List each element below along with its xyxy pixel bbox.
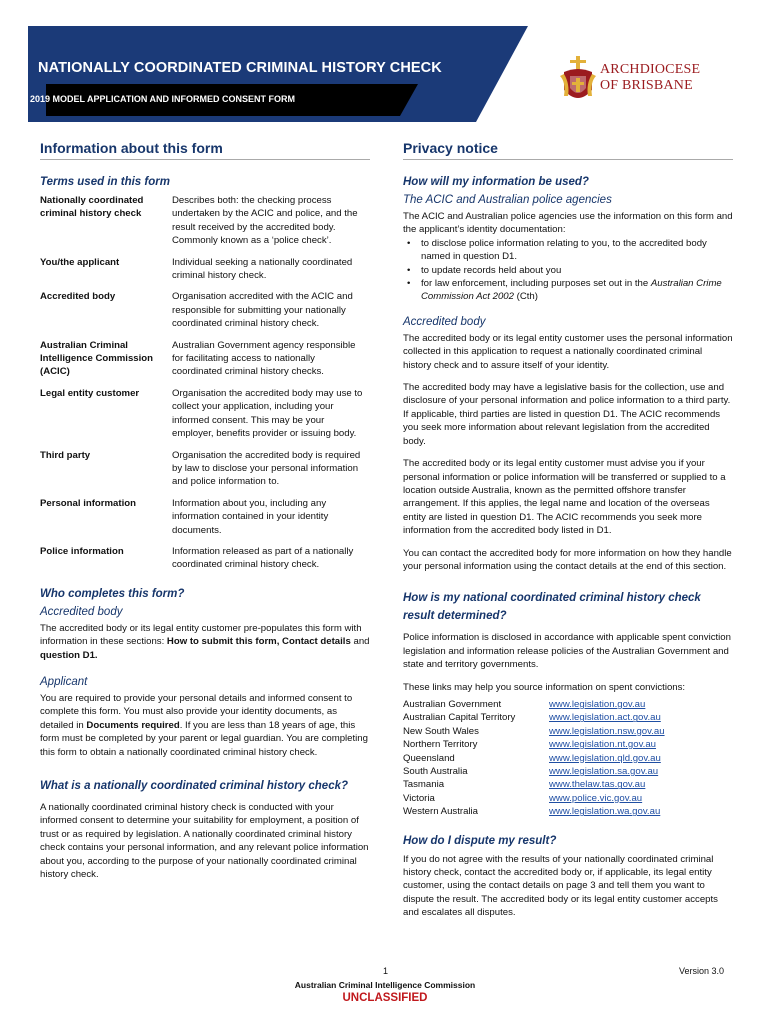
links-intro: These links may help you source information on spent convictions: bbox=[403, 681, 686, 693]
term-row bbox=[40, 449, 370, 489]
dispute-text: If you do not agree with the results of your nationally coordinated criminal history check, contact the accredited body or, if applicable, its legal entity customer, using the contact details on page 3 and tell them you want to dispute the result. The accredited body or its legal entity customer accepts and escalates all disputes. bbox=[403, 853, 718, 919]
term-name: Third party bbox=[40, 449, 91, 461]
link-row bbox=[403, 752, 733, 765]
legislation-link[interactable]: www.legislation.wa.gov.au bbox=[549, 806, 661, 818]
page-number: 1 bbox=[383, 966, 389, 976]
legislation-link[interactable]: www.legislation.nt.gov.au bbox=[549, 739, 657, 751]
result-text: Police information is disclosed in accordance with applicable spent conviction legislation and information release policies of the Australian Government and state and territory governments. bbox=[403, 632, 731, 671]
info-column bbox=[40, 140, 370, 890]
applicant-heading: Applicant bbox=[40, 675, 88, 688]
link-state: Western Australia bbox=[403, 806, 479, 818]
logo-line-1: ARCHDIOCESE bbox=[600, 62, 701, 77]
term-description: Describes both: the checking process undertaken by the ACIC and police, and the result received by the accredited body. Commonly known as a ‘police check’. bbox=[172, 195, 358, 247]
link-state: Australian Capital Territory bbox=[403, 712, 516, 724]
privacy-heading: Privacy notice bbox=[403, 140, 733, 160]
link-state: New South Wales bbox=[403, 725, 479, 737]
term-description: Individual seeking a nationally coordinated criminal history check. bbox=[172, 256, 353, 282]
link-state: Queensland bbox=[403, 752, 455, 764]
legislation-link[interactable]: www.legislation.sa.gov.au bbox=[549, 766, 659, 777]
crest-icon bbox=[560, 56, 596, 108]
term-name: You/the applicant bbox=[40, 256, 120, 268]
term-description: Organisation the accredited body may use to collect your application, including your informed consent. This may be your employer, benefits provider or issuing body. bbox=[172, 387, 363, 440]
accredited-paragraph: You can contact the accredited body for more information on how they handle your personal information using the contact details at the end of this section. bbox=[403, 547, 732, 572]
document-subtitle: 2019 MODEL APPLICATION AND INFORMED CONSENT FORM bbox=[30, 94, 296, 104]
logo-text bbox=[600, 62, 700, 94]
legislation-link[interactable]: www.legislation.qld.gov.au bbox=[549, 752, 661, 764]
term-row bbox=[40, 194, 370, 248]
archdiocese-logo bbox=[560, 56, 730, 112]
term-name: Australian Criminal Intelligence Commission (ACIC) bbox=[40, 339, 154, 378]
header-banner bbox=[28, 26, 528, 122]
acic-bullets bbox=[403, 237, 733, 304]
link-row bbox=[403, 765, 733, 778]
dispute-heading: How do I dispute my result? bbox=[403, 834, 557, 847]
term-row bbox=[40, 256, 370, 283]
legislation-link[interactable]: www.legislation.act.gov.au bbox=[549, 712, 661, 724]
accredited-body-heading: Accredited body bbox=[40, 605, 123, 618]
term-description: Information about you, including any information contained in your identity documents. bbox=[172, 497, 329, 536]
term-row bbox=[40, 387, 370, 441]
legislation-link[interactable]: www.thelaw.tas.gov.au bbox=[549, 779, 646, 791]
link-row bbox=[403, 792, 733, 805]
version-label: Version 3.0 bbox=[678, 966, 724, 976]
link-row bbox=[403, 805, 733, 818]
term-name: Nationally coordinated criminal history check bbox=[40, 195, 144, 220]
legislation-link[interactable]: www.legislation.gov.au bbox=[549, 698, 646, 710]
term-name: Legal entity customer bbox=[40, 387, 140, 399]
acic-heading: The ACIC and Australian police agencies bbox=[403, 194, 612, 206]
accredited-body-text: The accredited body or its legal entity customer pre-populates this form with information in these sections: How to submit this form, Contact details and question D1. bbox=[40, 622, 370, 661]
legislation-links bbox=[403, 698, 733, 819]
terms-list bbox=[40, 194, 370, 572]
term-row bbox=[40, 497, 370, 537]
link-state: South Australia bbox=[403, 766, 468, 777]
accredited-paragraph: The accredited body or its legal entity customer must advise you if your personal information or police information will be transferred or supplied to a location outside Australia, known as the permitted offshore transfer arrangement. If this applies, the legal name and location of the overseas entity are listed in question D1. The ACIC recommends you seek more information from the accredited body listed in D1. bbox=[403, 458, 726, 537]
list-item: • for law enforcement, including purposes set out in the Australian Crime Commission Act 2002 (Cth) bbox=[403, 277, 733, 304]
term-name: Police information bbox=[40, 545, 124, 557]
link-row bbox=[403, 711, 733, 724]
term-row bbox=[40, 545, 370, 572]
term-description: Organisation accredited with the ACIC and responsible for submitting your nationally coordinated criminal history check. bbox=[172, 291, 353, 330]
logo-line-2: OF BRISBANE bbox=[600, 78, 693, 93]
term-name: Personal information bbox=[40, 497, 136, 509]
list-item: • to disclose police information relating to you, to the accredited body named in question D1. bbox=[403, 237, 733, 264]
applicant-text: You are required to provide your personal details and informed consent to complete this form. You must also provide your identity documents, as detailed in Documents required. If you are less than 18 years of age, this form must be completed by your parent or legal guardian. You are completing this form to obtain a nationally coordinated criminal history check. bbox=[40, 692, 368, 758]
what-heading: What is a nationally coordinated criminal history check? bbox=[40, 780, 349, 792]
used-heading: How will my information be used? bbox=[403, 176, 589, 188]
document-title: NATIONALLY COORDINATED CRIMINAL HISTORY CHECK bbox=[38, 60, 442, 76]
legislation-link[interactable]: www.police.vic.gov.au bbox=[549, 792, 643, 804]
terms-heading: Terms used in this form bbox=[40, 176, 170, 188]
link-state: Tasmania bbox=[403, 779, 445, 791]
term-row bbox=[40, 290, 370, 330]
accredited-body-heading: Accredited body bbox=[403, 315, 486, 328]
what-text: A nationally coordinated criminal history check is conducted with your informed consent to determine your suitability for employment, a position of trust or as required by legislation. A nationally coordinated criminal history check contains your personal information, and any relevant police information about you, according to the purpose of your nationally coordinated criminal history check. bbox=[40, 802, 369, 881]
footer-organisation: Australian Criminal Intelligence Commission bbox=[294, 980, 476, 990]
link-row bbox=[403, 778, 733, 791]
link-state: Victoria bbox=[403, 792, 435, 804]
term-description: Information released as part of a nationally coordinated criminal history check. bbox=[172, 545, 354, 571]
acic-text: The ACIC and Australian police agencies use the information on this form and the applicant’s identity documentation: bbox=[403, 211, 733, 236]
accredited-paragraph: The accredited body may have a legislative basis for the collection, use and disclosure of your personal information and police information to a third party. If applicable, third parties are listed in question D1. The ACIC recommends you seek more information about relevant legislation from the accredited body. bbox=[403, 382, 731, 447]
link-state: Northern Territory bbox=[403, 739, 478, 751]
result-heading: How is my national coordinated criminal history check result determined? bbox=[403, 592, 701, 623]
term-description: Australian Government agency responsible for facilitating access to nationally coordinated criminal history checks. bbox=[172, 339, 356, 378]
link-row bbox=[403, 738, 733, 751]
term-description: Organisation the accredited body is required by law to disclose your personal information and police information to. bbox=[172, 449, 361, 488]
info-heading: Information about this form bbox=[40, 140, 370, 160]
link-row bbox=[403, 725, 733, 738]
accredited-paragraph: The accredited body or its legal entity customer uses the personal information collected in this application to request a nationally coordinated criminal history check and to assure itself of your identity. bbox=[403, 332, 733, 371]
legislation-link[interactable]: www.legislation.nsw.gov.au bbox=[549, 725, 665, 737]
link-row bbox=[403, 698, 733, 711]
list-item: • to update records held about you bbox=[403, 264, 733, 277]
classification-label: UNCLASSIFIED bbox=[342, 992, 428, 1004]
privacy-column bbox=[403, 140, 733, 929]
term-name: Accredited body bbox=[40, 291, 116, 303]
link-state: Australian Government bbox=[403, 698, 502, 710]
who-heading: Who completes this form? bbox=[40, 587, 185, 600]
term-row bbox=[40, 339, 370, 379]
